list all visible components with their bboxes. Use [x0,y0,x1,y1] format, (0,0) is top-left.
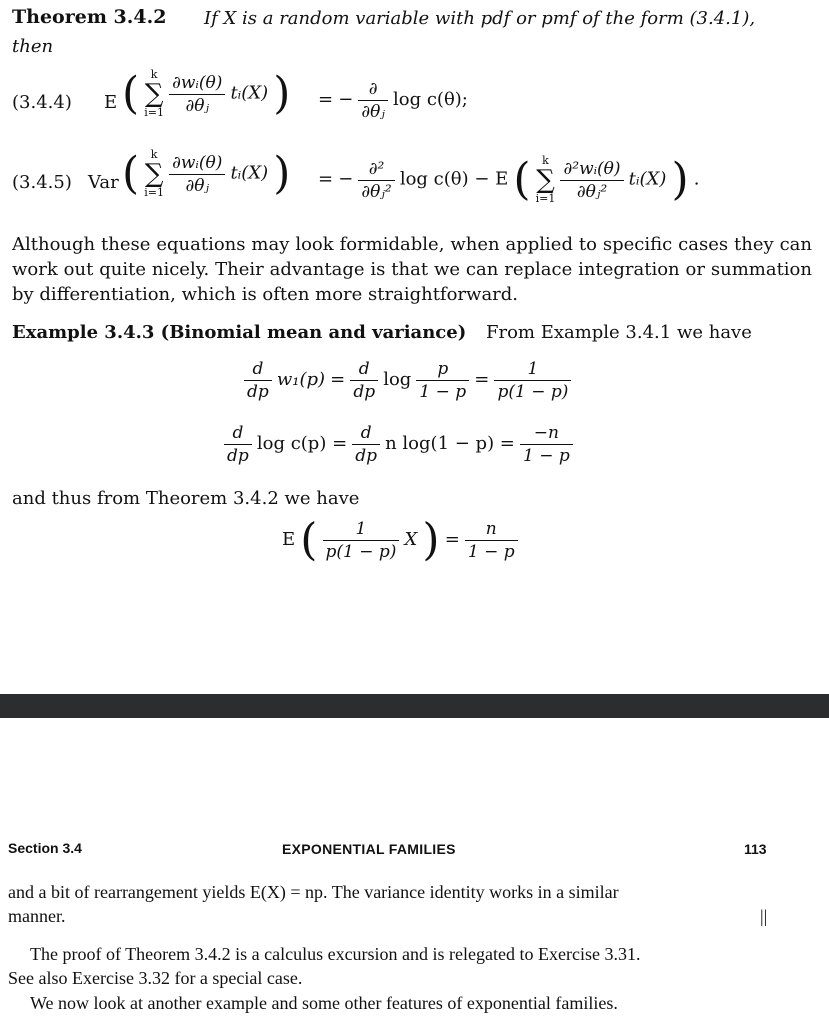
result-fraction [465,518,518,563]
frac-num: p [416,358,469,381]
equals: = [474,369,490,390]
equation-number: (3.4.5) [12,172,72,193]
equation-number: (3.4.4) [12,92,72,113]
sigma-icon: ∑ [144,159,164,189]
second-partial-fraction [560,158,623,203]
frac-den: ∂θⱼ² [576,181,608,202]
frac-num: d [224,422,252,445]
example-eq-3 [282,514,518,566]
frac-num: n [465,518,518,541]
frac-den: ∂θⱼ [361,102,385,122]
frac-num: d [244,358,272,381]
left-paren: ( [122,68,140,119]
frac-num: 1 [323,518,400,541]
frac-den: ∂θⱼ [185,175,209,196]
right-paren: ) [671,154,689,205]
frac-num: 1 [494,358,571,381]
d-dp [350,358,378,403]
eq-lhs [122,148,290,200]
eq-lhs [122,68,290,120]
page-number: 113 [744,841,767,857]
inverse-fraction [323,518,400,563]
sigma-icon: ∑ [144,79,164,109]
right-paren: ) [273,148,291,199]
example-eq-2 [224,422,573,467]
example-label: Example 3.4.3 (Binomial mean and variance) [12,322,467,343]
equals: = [330,369,346,390]
expectation-symbol: E [282,529,296,550]
frac-den: dp [227,446,249,466]
right-paren: ) [422,514,440,566]
frac-num: d [352,422,380,445]
theorem-statement: If X is a random variable with pdf or pmf of the form (3.4.1), [204,8,756,29]
partial-fraction [169,152,225,197]
running-header-section: Section 3.4 [8,840,82,856]
text-line: manner. [8,906,66,926]
frac-num: ∂wᵢ(θ) [169,72,225,95]
sum-lower: i=1 [535,192,556,205]
log-c-term: log c(p) = [256,433,348,454]
odds-fraction [416,358,469,403]
thus-text: and thus from Theorem 3.4.2 we have [12,488,360,509]
example-intro: From Example 3.4.1 we have [485,322,752,343]
summation [536,154,556,206]
summation [144,148,164,200]
frac-den: 1 − p [467,542,515,562]
frac-den: p(1 − p) [497,382,569,402]
frac-den: dp [353,382,376,402]
text-line: The proof of Theorem 3.4.2 is a calculus excursion and is relegated to Exercise 3.31. [30,944,641,964]
equals: = [444,529,460,550]
left-paren: ( [122,148,140,199]
result-fraction [520,422,573,467]
result-fraction [494,358,571,403]
text-line: See also Exercise 3.32 for a special case. [8,968,303,988]
d-dp [224,422,252,467]
t-term: tᵢ(X) [628,168,667,190]
summation [144,68,164,120]
frac-den: dp [247,382,269,402]
example-heading [12,322,752,343]
frac-num: ∂²wᵢ(θ) [560,158,623,181]
frac-num: −n [520,422,573,445]
d-dp [244,358,272,403]
partial-op [358,158,394,203]
frac-den: 1 − p [419,382,467,402]
sum-upper: k [150,68,158,81]
equals: = [318,89,334,110]
t-term: tᵢ(X) [230,82,269,104]
running-header-title: EXPONENTIAL FAMILIES [282,841,456,857]
theorem-label: Theorem 3.4.2 [12,6,167,28]
frac-num: d [350,358,378,381]
page-bottom [0,718,829,1024]
frac-den: ∂θⱼ [185,95,209,116]
frac-den: dp [355,446,378,466]
d-dp [352,422,380,467]
right-paren: ) [273,68,291,119]
eq-rhs [318,78,468,123]
variance-symbol: Var [88,172,119,193]
log-term: log c(θ); [393,89,468,110]
minus: − [338,89,354,110]
frac-num: ∂² [358,158,394,181]
partial-op [358,78,388,123]
left-paren: ( [513,154,531,205]
sigma-icon: ∑ [536,165,555,195]
page-divider [0,694,829,718]
w1-term: w₁(p) [276,369,326,390]
partial-fraction [169,72,225,117]
frac-den: 1 − p [522,446,570,466]
minus: − [338,168,354,190]
n-log-term: n log(1 − p) = [385,433,515,454]
sum-upper: k [150,148,158,161]
example-eq-1 [244,358,571,403]
log-term: log c(θ) − E [399,168,509,190]
x-term: X [404,529,418,550]
sum-upper: k [542,154,549,167]
text-line: and a bit of rearrangement yields E(X) = np. The variance identity works in a similar [8,882,619,902]
paragraph: Although these equations may look formidable, when applied to specific cases they can work out quite nicely. Their advantage is that we can replace integration or summation by differentiation, which is often more straightforward. [12,234,812,305]
left-paren: ( [300,514,318,566]
frac-den: ∂θⱼ² [361,181,392,202]
theorem-statement-cont: then [12,36,54,57]
text-line: We now look at another example and some other features of exponential families. [30,993,618,1013]
equals: = [318,168,334,190]
sum-lower: i=1 [144,186,164,199]
period: . [693,168,700,190]
frac-num: ∂wᵢ(θ) [169,152,225,175]
frac-den: p(1 − p) [325,542,397,562]
eq-rhs [318,154,699,206]
qed-mark: || [760,906,768,926]
sum-lower: i=1 [144,106,164,119]
t-term: tᵢ(X) [230,162,269,184]
frac-num: ∂ [358,78,388,101]
expectation-symbol: E [104,92,118,113]
log-term: log [383,369,412,390]
